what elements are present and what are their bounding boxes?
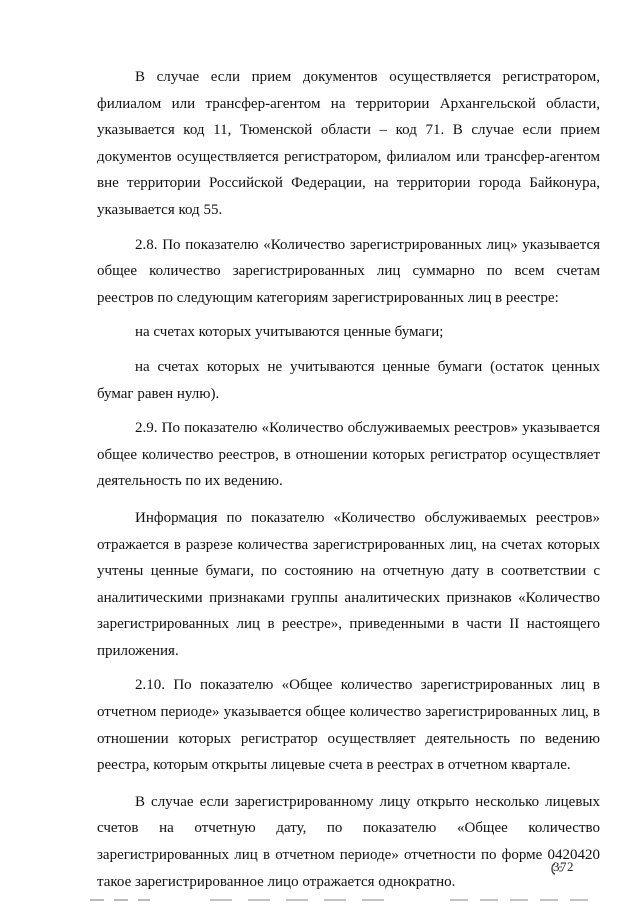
paragraph-registries-info: Информация по показателю «Количество обслуживаемых реестров» отражается в разрезе количества зарегистрированных лиц, на счетах которых учтены ценные бумаги, по состоянию на отчетную дату в соответствии с аналитическими признаками группы аналитических признаков «Количество зарегистрированных лиц в реестре», приведенными в части II настоящего приложения.	[97, 509, 600, 659]
scan-edge-marks	[90, 898, 600, 902]
document-body	[97, 64, 600, 895]
paragraph-2-9: 2.9. По показателю «Количество обслуживаемых реестров» указывается общее количество реестров, в отношении которых регистратор осуществляет деятельность по их ведению.	[97, 420, 600, 490]
paragraph-2-8: 2.8. По показателю «Количество зарегистрированных лиц» указывается общее количество зарегистрированных лиц суммарно по всем счетам реестров по следующим категориям зарегистрированных лиц в реестре:	[97, 236, 600, 306]
paragraph-2-10: 2.10. По показателю «Общее количество зарегистрированных лиц в отчетном периоде» указывается общее количество зарегистрированных лиц, в отношении которых регистратор осуществляет деятельность по ведению реестра, которым открыты лицевые счета в реестрах в отчетном квартале.	[97, 677, 600, 774]
paragraph-category-without-securities: на счетах которых не учитываются ценные бумаги (остаток ценных бумаг равен нулю).	[97, 358, 600, 402]
paragraph-single-count: В случае если зарегистрированному лицу открыто несколько лицевых счетов на отчетную дату, по показателю «Общее количество зарегистрированных лиц в отчетном периоде» отчетности по форме 0420420 такое зарегистрированное лицо отражается однократно.	[97, 793, 600, 890]
page-number: 372	[553, 859, 574, 874]
paragraph-category-with-securities: на счетах которых учитываются ценные бумаги;	[135, 324, 444, 341]
paragraph-region-codes: В случае если прием документов осуществляется регистратором, филиалом или трансфер-агентом на территории Архангельской области, указывается код 11, Тюменской области – код 71. В случае если прием документов осуществляется регистратором, филиалом или трансфер-агентом вне территории Российской Федерации, на территории города Байконура, указывается код 55.	[97, 69, 600, 218]
